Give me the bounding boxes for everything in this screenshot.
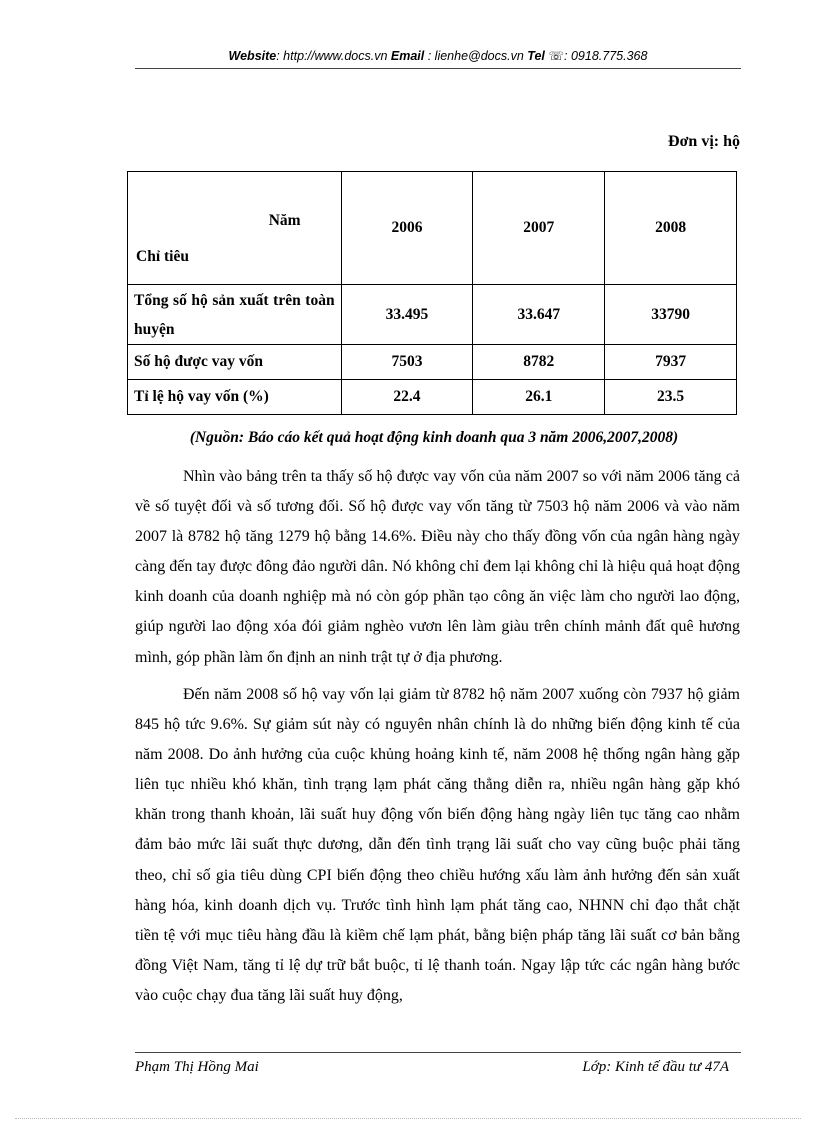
- email-value: : lienhe@docs.vn: [427, 49, 524, 63]
- table-cell: 7937: [605, 345, 737, 380]
- tel-value: : 0918.775.368: [564, 49, 648, 63]
- email-label: Email: [390, 49, 425, 63]
- page-bottom-border: [15, 1118, 801, 1119]
- table-cell: 33.495: [341, 285, 473, 345]
- row-label-borrowing-rate: Tỉ lệ hộ vay vốn (%): [128, 380, 342, 415]
- statistics-table: [127, 171, 737, 415]
- table-cell: 7503: [341, 345, 473, 380]
- year-2008-header: 2008: [605, 172, 737, 285]
- page-header: [135, 46, 741, 69]
- table-cell: 22.4: [341, 380, 473, 415]
- row-label-borrowing-households: Số hộ được vay vốn: [128, 345, 342, 380]
- tel-label: Tel: [527, 49, 545, 63]
- website-value: : http://www.docs.vn: [276, 49, 388, 63]
- body-paragraph-2: Đến năm 2008 số hộ vay vốn lại giảm từ 8782 hộ năm 2007 xuống còn 7937 hộ giảm 845 hộ tức 9.6%. Sự giảm sút này có nguyên nhân chính là do những biến động kinh tế của năm 2008. Do ảnh hưởng của cuộc khủng hoảng kinh tế, năm 2008 hệ thống ngân hàng gặp liên tục nhiều khó khăn, tình trạng lạm phát căng thẳng diễn ra, nhiều ngân hàng gặp khó khăn trong thanh khoản, lãi suất huy động vốn biến động hàng ngày liên tục tăng cao nhằm đảm bảo mức lãi suất thực dương, dẫn đến tình trạng lãi suất cho vay cũng buộc phải tăng theo, chỉ số gia tiêu dùng CPI biến động theo chiều hướng xấu làm ảnh hưởng đến sản xuất hàng hóa, kinh doanh dịch vụ. Trước tình hình lạm phát tăng cao, NHNN chỉ đạo thắt chặt tiền tệ với mục tiêu hàng đầu là kiềm chế lạm phát, bằng biện pháp tăng lãi suất cơ bản bằng đồng Việt Nam, tăng tỉ lệ dự trữ bắt buộc, tỉ lệ thanh toán. Ngay lập tức các ngân hàng bước vào cuộc chạy đua tăng lãi suất huy động,: [135, 686, 740, 1004]
- website-label: Website: [228, 49, 277, 63]
- table-cell: 26.1: [473, 380, 605, 415]
- table-row: [128, 345, 737, 380]
- footer-author: Phạm Thị Hồng Mai: [135, 1059, 259, 1075]
- unit-label: Đơn vị: hộ: [668, 133, 740, 150]
- table-source-caption: (Nguồn: Báo cáo kết quả hoạt động kinh doanh qua 3 năm 2006,2007,2008): [189, 429, 679, 446]
- row-header: Chỉ tiêu: [136, 248, 189, 265]
- year-2007-header: 2007: [473, 172, 605, 285]
- table-corner-cell: [128, 172, 342, 285]
- page-footer: [135, 1052, 741, 1075]
- body-paragraph-1: Nhìn vào bảng trên ta thấy số hộ được vay vốn của năm 2007 so với năm 2006 tăng cả về số tuyệt đối và số tương đối. Số hộ được vay vốn tăng từ 7503 hộ năm 2006 và vào năm 2007 là 8782 hộ tăng 1279 hộ bằng 14.6%. Điều này cho thấy đồng vốn của ngân hàng ngày càng đến tay được đông đảo người dân. Nó không chỉ đem lại không chỉ là hiệu quả hoạt động kinh doanh của doanh nghiệp mà nó còn góp phần tạo công ăn việc làm cho người lao động, giúp người lao động xóa đói giảm nghèo vươn lên làm giàu trên chính mảnh đất quê hương mình, góp phần làm ổn định an ninh trật tự ở địa phương.: [135, 468, 740, 666]
- table-header-row: [128, 172, 737, 285]
- table-cell: 23.5: [605, 380, 737, 415]
- table-cell: 33790: [605, 285, 737, 345]
- table-row: [128, 380, 737, 415]
- phone-icon: ☏: [548, 49, 565, 63]
- table-cell: 8782: [473, 345, 605, 380]
- row-label-total-households: Tổng số hộ sản xuất trên toàn huyện: [128, 285, 342, 345]
- table-row: [128, 285, 737, 345]
- table-cell: 33.647: [473, 285, 605, 345]
- year-2006-header: 2006: [341, 172, 473, 285]
- year-header: Năm: [268, 212, 301, 229]
- footer-class: Lớp: Kinh tế đầu tư 47A: [582, 1059, 729, 1075]
